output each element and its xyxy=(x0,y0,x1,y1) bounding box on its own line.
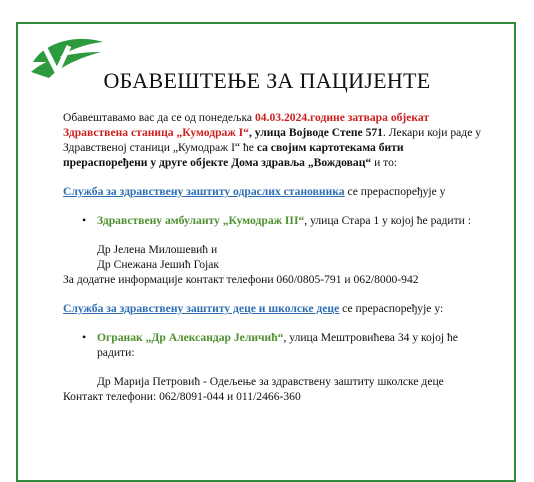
contact-phones: Контакт телефони: 062/8091-044 и 011/2466-360 xyxy=(63,390,301,403)
bullet-dot-icon: • xyxy=(82,213,87,227)
bullet-dot-icon: • xyxy=(82,330,87,344)
closing-address: , улица Војводе Степе 571 xyxy=(248,126,383,139)
section2-heading-tail: се прераспоређује у: xyxy=(339,302,444,315)
clinic-address: , улица Стара 1 у којој ће радити : xyxy=(304,214,472,227)
branch-name: Огранак „Др Александар Јеличић“ xyxy=(97,331,284,344)
section1-heading-tail: се прераспоређује у xyxy=(344,185,446,198)
reassignment-text: са својим картотекама бити прераспоређени у друге објекте Дома здравља „Вождовац“ xyxy=(63,141,404,169)
list-item xyxy=(63,213,483,228)
intro-text: Обавештавамо вас да се од понедељка xyxy=(63,111,255,124)
intro-paragraph xyxy=(63,110,483,170)
branch-address: , улица Мештровићева 34 у којој ће радити: xyxy=(97,331,458,359)
intro-text-2: . Лекари који раде у Здравственој станици „Кумодраж I“ ће xyxy=(63,126,482,154)
doctor-name: Др Јелена Милошевић и xyxy=(97,243,218,256)
notice-body xyxy=(63,110,483,404)
adult-service-link[interactable]: Служба за здравствену заштиту одраслих становника xyxy=(63,185,345,198)
list-item xyxy=(63,330,483,360)
doctor-name: Др Снежана Јешић Гојак xyxy=(97,258,220,271)
section1-heading xyxy=(63,184,483,199)
children-service-link[interactable]: Служба за здравствену заштиту деце и школске деце xyxy=(63,302,340,315)
intro-text-3: и то: xyxy=(371,156,398,169)
section2-heading xyxy=(63,301,483,316)
contact-phones: За додатне информације контакт телефони 060/0805-791 и 062/8000-942 xyxy=(63,273,419,286)
page-title: ОБАВЕШТЕЊЕ ЗА ПАЦИЈЕНТЕ xyxy=(103,68,431,93)
clinic-name: Здравствену амбуланту „Кумодраж III“ xyxy=(97,214,305,227)
closing-date: 04.03.2024.године затвара објекат Здравствена станица „Кумодраж I“ xyxy=(63,111,430,139)
doctor-name: Др Марија Петровић - Одељење за здравствену заштиту школске деце xyxy=(97,375,444,388)
